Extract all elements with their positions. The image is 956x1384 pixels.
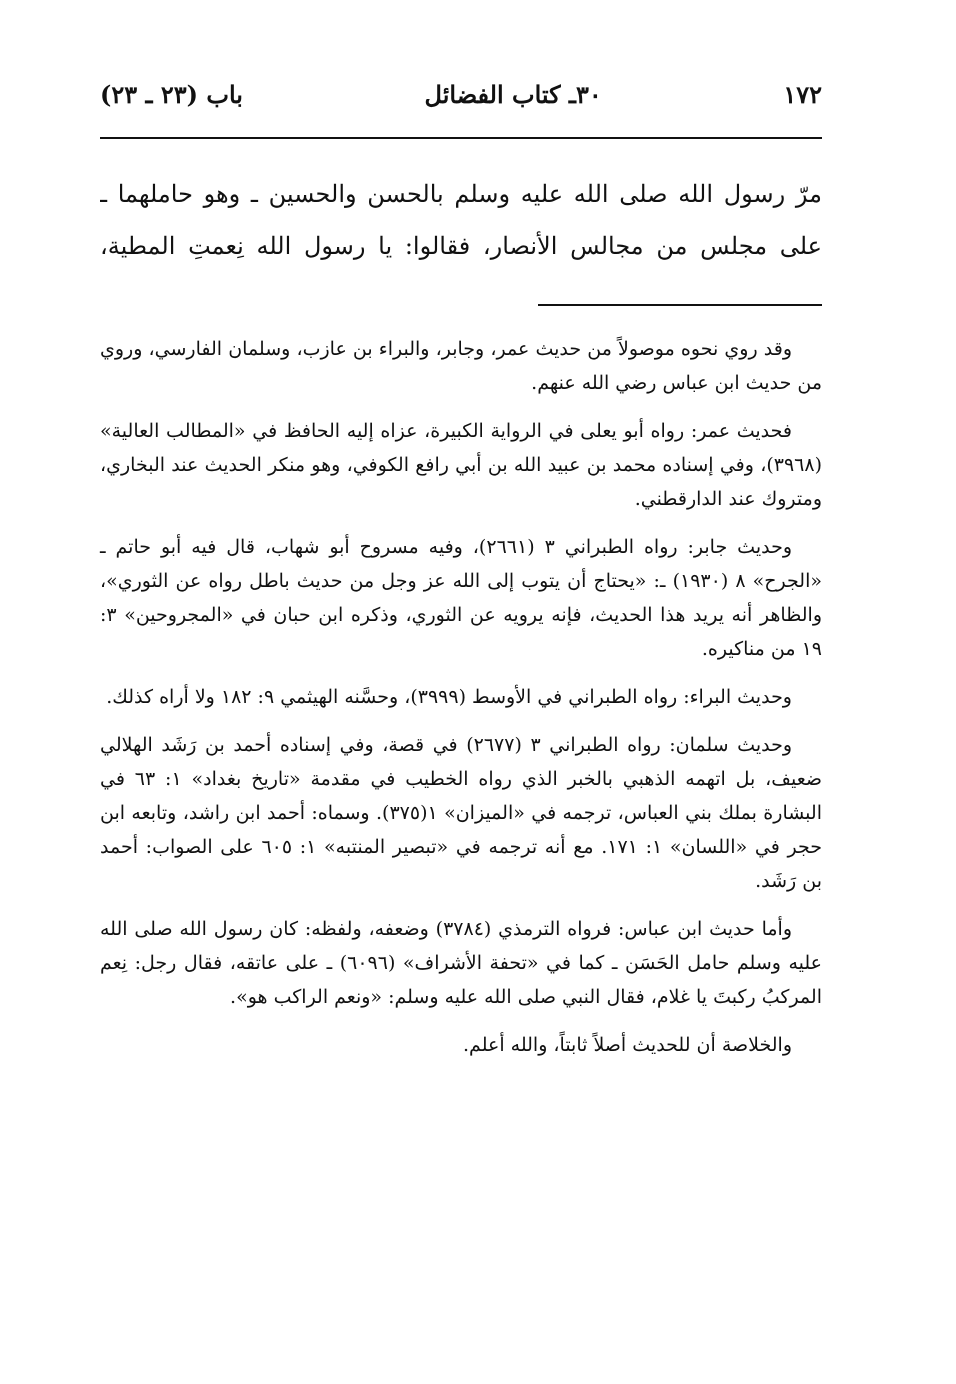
footnote-paragraph: وحديث سلمان: رواه الطبراني ٣ (٢٦٧٧) في قصة، وفي إسناده أحمد بن رَشَد الهلالي ضعيف، بل اتهمه الذهبي بالخبر الذي رواه الخطيب في مقدمة «تاريخ بغداد» ١: ٦٣ في البشارة بملك بني العباس، ترجمه في «الميزان» ١(٣٧٥). وسماه: أحمد ابن راشد، وتابعه ابن حجر في «اللسان» ١: ١٧١. مع أنه ترجمه في «تبصير المنتبه» ١: ٦٠٥ على الصواب: أحمد بن رَشَد. (100, 734, 822, 892)
page-header (100, 80, 822, 130)
footnote-paragraph: والخلاصة أن للحديث أصلاً ثابتاً، والله أعلم. (463, 1034, 792, 1056)
chapter-title: ٣٠ـ كتاب الفضائل (424, 80, 602, 109)
footnote-paragraph: وأما حديث ابن عباس: فرواه الترمذي (٣٧٨٤) وضعفه، ولفظه: كان رسول الله صلى الله عليه وسلم حامل الحَسَن ـ كما في «تحفة الأشراف» (٦٠٩٦) ـ على عاتقه، فقال رجل: نِعم المركبُ ركبتَ يا غلام، فقال النبي صلى الله عليه وسلم: «ونعم الراكب هو». (100, 918, 822, 1008)
footnote-paragraph: فحديث عمر: رواه أبو يعلى في الرواية الكبيرة، عزاه إليه الحافظ في «المطالب العالية» (٣٩٦٨)، وفي إسناده محمد بن عبيد الله بن أبي رافع الكوفي، وهو منكر الحديث عند البخاري، ومتروك عند الدارقطني. (100, 420, 822, 510)
main-line: على مجلس من مجالس الأنصار، فقالوا: يا رسول الله نِعمتِ المطية، (100, 232, 822, 260)
footnotes (100, 332, 822, 1076)
header-divider (100, 137, 822, 139)
page-number: ١٧٢ (783, 80, 822, 109)
main-line: مرّ رسول الله صلى الله عليه وسلم بالحسن والحسين ـ وهو حاملهما ـ (100, 180, 822, 208)
footnote-paragraph: وحديث جابر: رواه الطبراني ٣ (٢٦٦١)، وفيه مسروح أبو شهاب، قال فيه أبو حاتم ـ «الجرح» ٨ (١٩٣٠) ـ: «يحتاج أن يتوب إلى الله عز وجل من حديث باطل رواه عن الثوري»، والظاهر أنه يريد هذا الحديث، فإنه يرويه عن الثوري، وذكره ابن حبان في «المجروحين» ٣: ١٩ من مناكيره. (100, 536, 822, 660)
footnote-divider (538, 304, 822, 306)
section-reference: باب (٢٣ ـ ٢٣) (100, 80, 243, 109)
footnote-paragraph: وحديث البراء: رواه الطبراني في الأوسط (٣٩٩٩)، وحسَّنه الهيثمي ٩: ١٨٢ ولا أراه كذلك. (106, 686, 792, 708)
footnote-paragraph: وقد روي نحوه موصولاً من حديث عمر، وجابر، والبراء بن عازب، وسلمان الفارسي، وروي من حديث ابن عباس رضي الله عنهم. (100, 338, 822, 394)
book-page (100, 80, 822, 1310)
main-text (100, 168, 822, 272)
